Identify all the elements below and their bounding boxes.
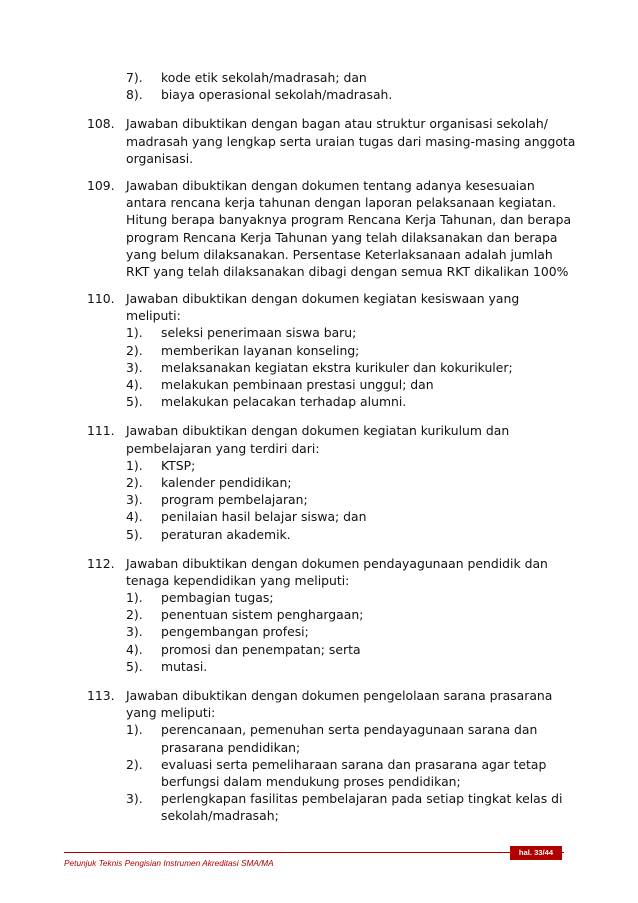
item-number: 113. [87,688,115,703]
subitem-text: perlengkapan fasilitas pembelajaran pada setiap tingkat kelas di [161,791,563,807]
list-item [0,807,638,824]
item-line [0,150,638,167]
subitem-number: 4). [126,641,143,657]
subitem-text: penilaian hasil belajar siswa; dan [161,509,367,525]
spacer [0,410,638,422]
item-text: yang meliputi: [126,705,216,721]
list-item [0,526,638,543]
item-line [0,440,638,457]
list-item [0,790,638,807]
item-line [0,687,638,704]
item-text: meliputi: [126,308,181,324]
subitem-text: prasarana pendidikan; [161,739,301,755]
subitem-number: 8). [126,87,143,103]
subitem-number: 1). [126,325,143,341]
subitem-number: 1). [126,722,143,738]
subitem-number: 2). [126,607,143,623]
subitem-text: pembagian tugas; [161,590,274,606]
subitem-text: promosi dan penempatan; serta [161,641,361,657]
list-item [0,589,638,606]
spacer [0,543,638,555]
footer-title: Petunjuk Teknis Pengisian Instrumen Akreditasi SMA/MA [64,858,274,868]
item-line [0,307,638,324]
list-item [0,641,638,658]
document-body [0,69,638,825]
subitem-text: berfungsi dalam mendukung proses pendidikan; [161,773,461,789]
item-text: pembelajaran yang terdiri dari: [126,440,320,456]
spacer [0,280,638,290]
spacer [0,103,638,115]
item-number: 110. [87,291,115,307]
item-text: RKT yang telah dilaksanakan dibagi dengan semua RKT dikalikan 100% [126,263,569,279]
subitem-text: mutasi. [161,658,208,674]
list-item [0,491,638,508]
item-number: 112. [87,555,115,571]
list-item [0,457,638,474]
subitem-text: program pembelajaran; [161,492,308,508]
list-item [0,756,638,773]
page-number-badge: hal. 33/44 [510,846,562,860]
list-item [0,739,638,756]
subitem-text: KTSP; [161,457,196,473]
subitem-number: 2). [126,342,143,358]
subitem-number: 3). [126,791,143,807]
list-item [0,359,638,376]
item-line [0,422,638,439]
list-item [0,324,638,341]
item-line [0,177,638,194]
subitem-text: perencanaan, pemenuhan serta pendayagunaan sarana dan [161,722,538,738]
subitem-number: 1). [126,590,143,606]
subitem-text: melakukan pelacakan terhadap alumni. [161,394,407,410]
subitem-number: 4). [126,377,143,392]
item-text: Jawaban dibuktikan dengan dokumen tentang adanya kesesuaian [126,177,535,193]
list-item [0,623,638,640]
item-text: tenaga kependidikan yang meliputi: [126,572,350,588]
item-line [0,115,638,132]
subitem-number: 5). [126,658,143,674]
subitem-text: kode etik sekolah/madrasah; dan [161,70,367,85]
subitem-number: 2). [126,756,143,772]
item-text: program Rencana Kerja Tahunan yang telah dilaksanakan dan berapa [126,229,558,245]
spacer [0,167,638,177]
item-text: Jawaban dibuktikan dengan dokumen pendayagunaan pendidik dan [126,555,548,571]
item-line [0,555,638,572]
list-item [0,773,638,790]
subitem-text: evaluasi serta pemeliharaan sarana dan prasarana agar tetap [161,756,547,772]
item-line [0,194,638,211]
item-line [0,133,638,150]
item-line [0,229,638,246]
list-item [0,721,638,738]
subitem-number: 5). [126,394,143,410]
list-item [0,606,638,623]
item-text: antara rencana kerja tahunan dengan laporan pelaksanaan kegiatan. [126,195,557,211]
subitem-text: pengembangan profesi; [161,624,309,640]
item-text: Jawaban dibuktikan dengan dokumen kegiatan kurikulum dan [126,423,510,439]
list-item [0,474,638,491]
subitem-text: memberikan layanan konseling; [161,342,360,358]
item-text: organisasi. [126,150,194,166]
subitem-number: 3). [126,492,143,508]
list-item [0,658,638,675]
subitem-number: 3). [126,359,143,375]
subitem-number: 1). [126,457,143,473]
item-line [0,263,638,280]
item-number: 109. [87,177,115,193]
subitem-text: melaksanakan kegiatan ekstra kurikuler dan kokurikuler; [161,359,513,375]
list-item [0,508,638,525]
list-item [0,69,638,86]
item-number: 111. [87,423,115,439]
item-text: Jawaban dibuktikan dengan dokumen kegiatan kesiswaan yang [126,291,520,307]
item-line [0,246,638,263]
item-line [0,290,638,307]
item-text: Hitung berapa banyaknya program Rencana Kerja Tahunan, dan berapa [126,212,572,228]
spacer [0,675,638,687]
list-item [0,376,638,393]
item-text: yang belum dilaksanakan. Persentase Keterlaksanaan adalah jumlah [126,246,553,262]
subitem-text: seleksi penerimaan siswa baru; [161,325,357,341]
list-item [0,393,638,410]
list-item [0,342,638,359]
subitem-number: 2). [126,474,143,490]
subitem-number: 4). [126,509,143,525]
list-item [0,86,638,103]
item-line [0,211,638,228]
item-line [0,704,638,721]
subitem-text: peraturan akademik. [161,526,291,542]
subitem-text: kalender pendidikan; [161,474,292,490]
subitem-text: melakukan pembinaan prestasi unggul; dan [161,377,434,392]
subitem-number: 7). [126,70,143,85]
item-number: 108. [87,116,115,132]
item-line [0,572,638,589]
item-text: madrasah yang lengkap serta uraian tugas dari masing-masing anggota [126,133,576,149]
footer-divider [64,852,564,853]
subitem-number: 3). [126,624,143,640]
subitem-number: 5). [126,526,143,542]
item-text: Jawaban dibuktikan dengan bagan atau struktur organisasi sekolah/ [126,116,548,132]
subitem-text: sekolah/madrasah; [161,808,279,824]
subitem-text: biaya operasional sekolah/madrasah. [161,87,393,103]
subitem-text: penentuan sistem penghargaan; [161,607,364,623]
item-text: Jawaban dibuktikan dengan dokumen pengelolaan sarana prasarana [126,688,553,703]
